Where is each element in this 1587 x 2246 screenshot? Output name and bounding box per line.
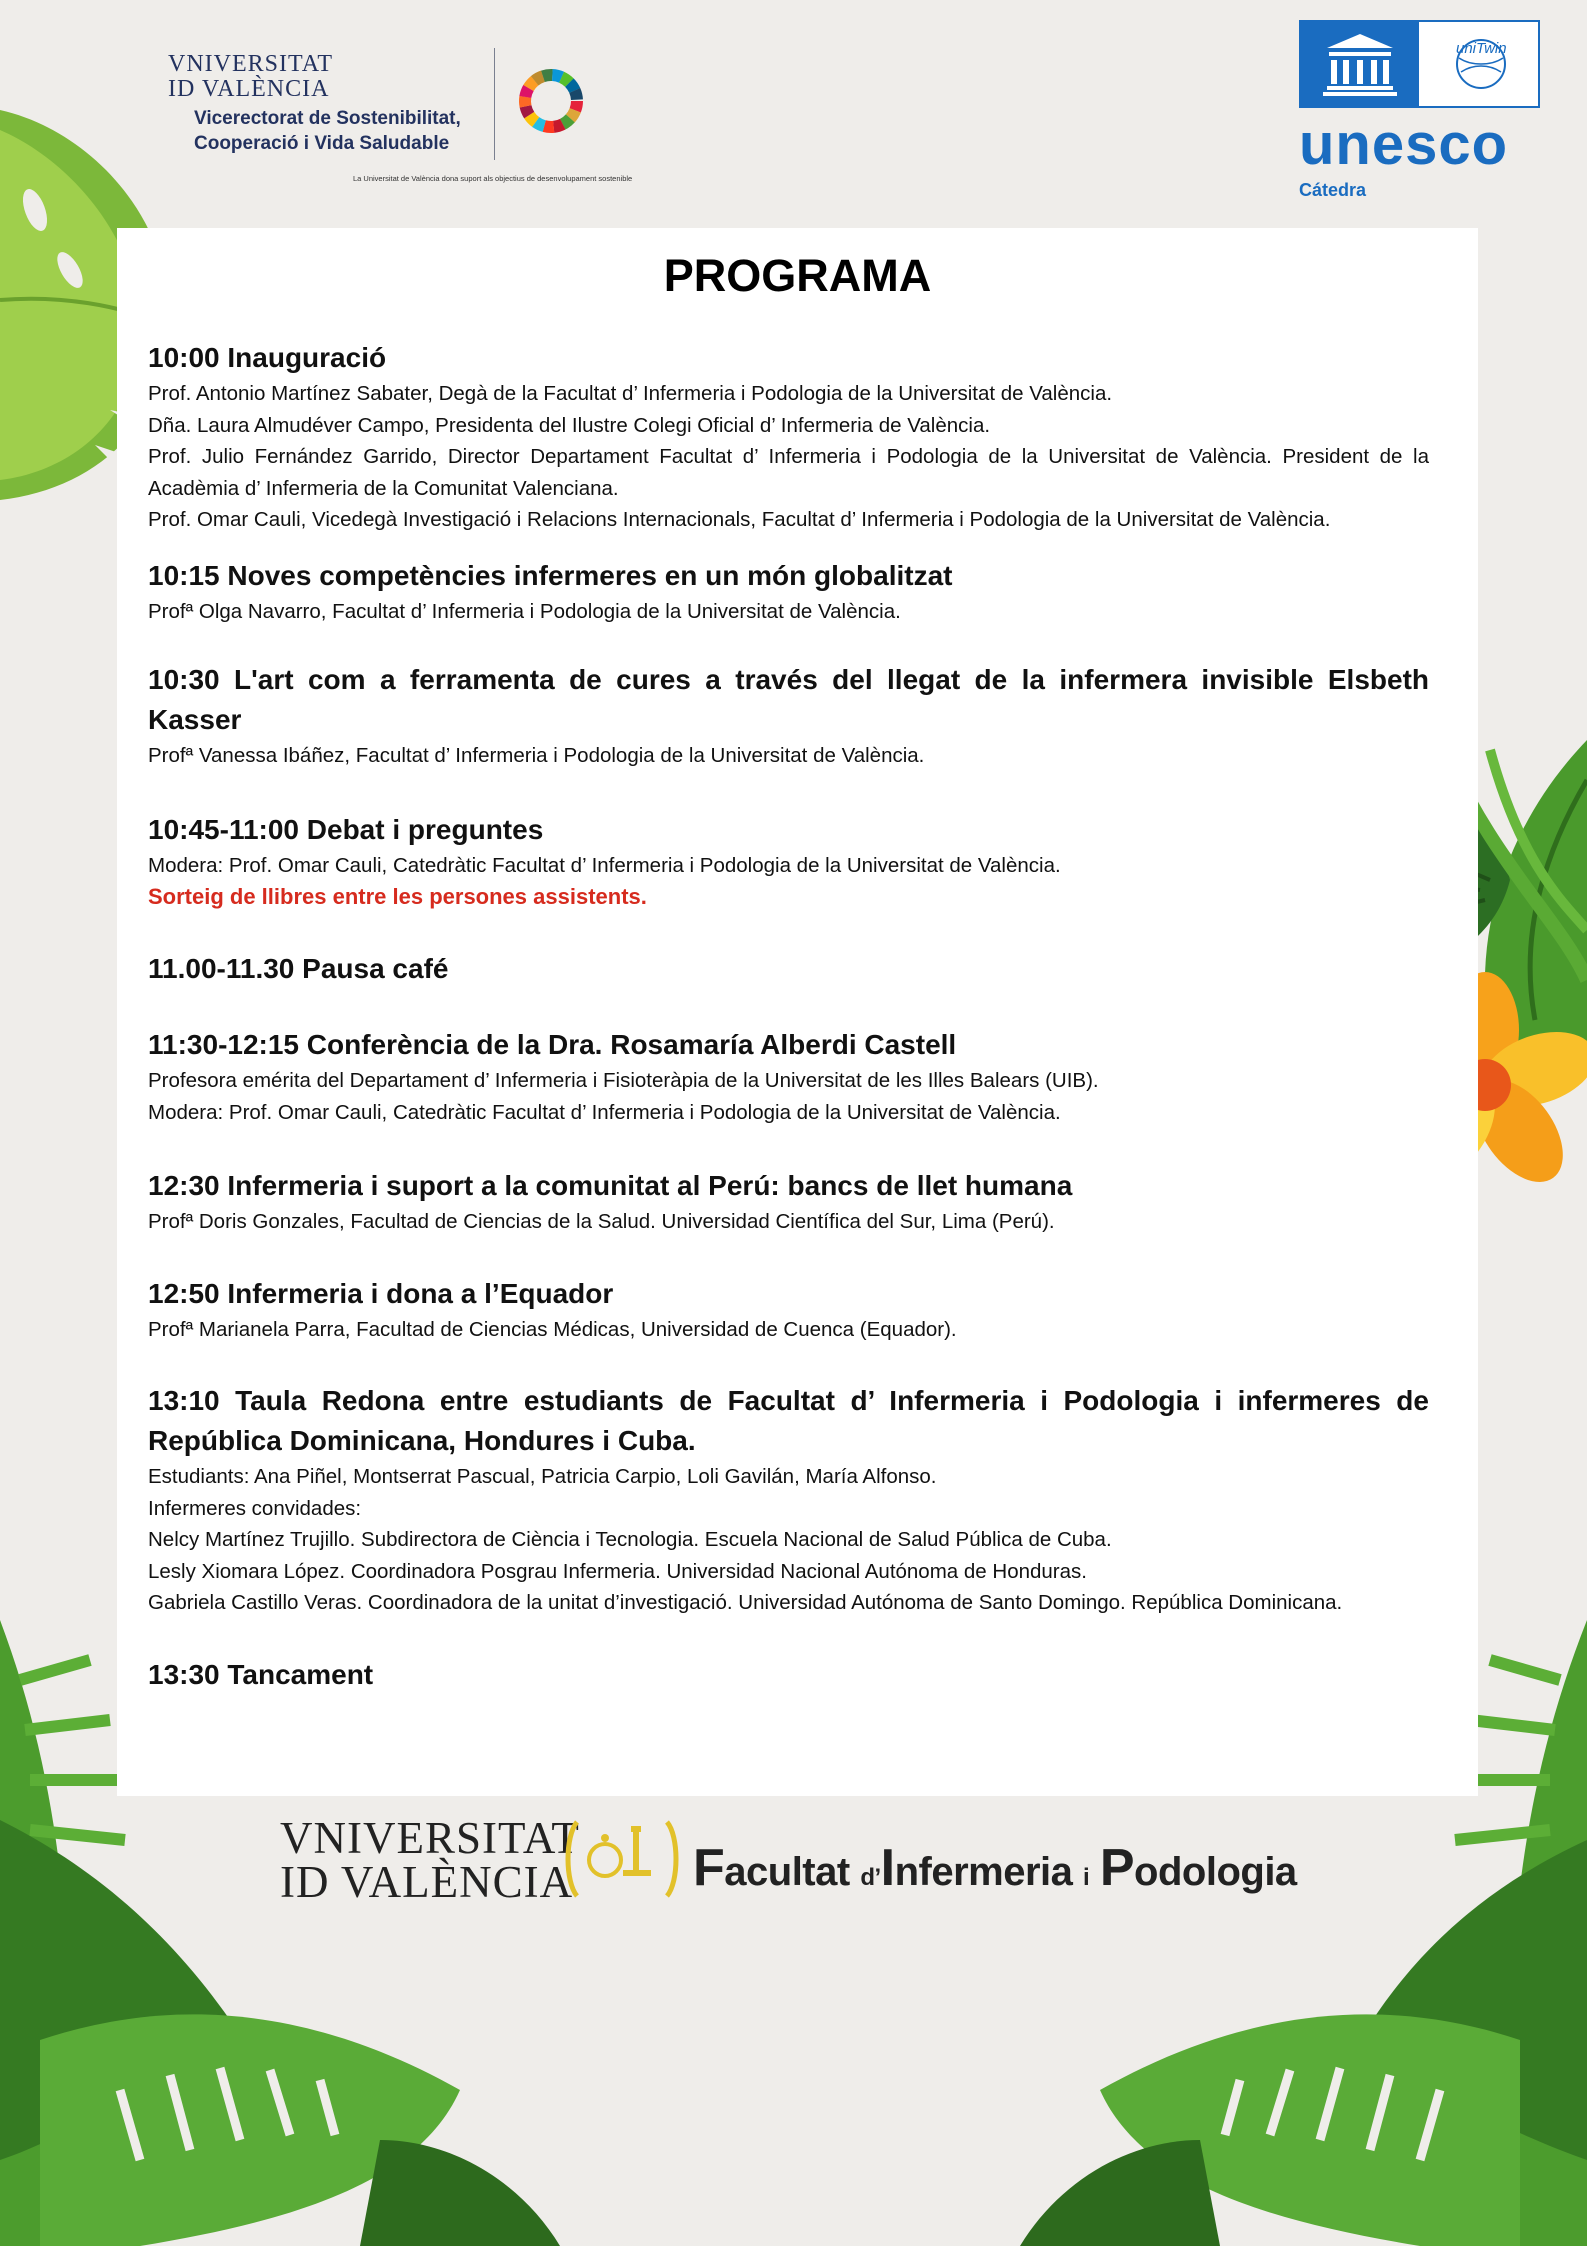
session-title: 12:50 Infermeria i dona a l’Equador — [148, 1277, 614, 1309]
unesco-wordmark: unesco — [1299, 112, 1509, 177]
speaker-line: Profª Vanessa Ibáñez, Facultat d’ Infermeria i Podologia de la Universitat de València. — [148, 744, 925, 767]
speaker-line: Infermeres convidades: — [148, 1496, 362, 1520]
fac-word-i: i — [1083, 1864, 1090, 1891]
speaker-line: Modera: Prof. Omar Cauli, Catedràtic Facultat d’ Infermeria i Podologia de la Universitat de València. — [148, 853, 1061, 877]
unesco-chair-logo — [1299, 20, 1540, 210]
session-conferencia — [148, 1025, 1429, 1128]
uv-wordmark — [168, 52, 333, 102]
session-taula-redona — [148, 1381, 1429, 1619]
unesco-temple-icon — [1301, 22, 1419, 106]
unesco-emblem-box — [1299, 20, 1540, 108]
fac-word-acultat: acultat — [724, 1850, 850, 1894]
vicerectorat-line2: Cooperació i Vida Saludable — [194, 133, 450, 154]
logo-divider — [494, 48, 495, 160]
unitwin-label: uniTwin — [1456, 40, 1507, 57]
sdg-wheel-icon — [516, 66, 586, 136]
raffle-notice: Sorteig de llibres entre les persones assistents. — [148, 884, 647, 909]
uv-wordmark-line2: ID VALÈNCIA — [168, 76, 330, 102]
speaker-line: Dña. Laura Almudéver Campo, Presidenta del Ilustre Colegi Oficial d’ Infermeria de València. — [148, 413, 991, 437]
session-inauguracio — [148, 338, 1429, 536]
footer-uv-line1: VNIVERSITAT — [280, 1813, 580, 1863]
session-title: 10:45-11:00 Debat i preguntes — [148, 813, 544, 845]
session-title: 10:00 Inauguració — [148, 342, 387, 373]
speaker-line: Modera: Prof. Omar Cauli, Catedràtic Facultat d’ Infermeria i Podologia de la Universitat de València. — [148, 1100, 1061, 1124]
session-title: 10:15 Noves competències infermeres en un món globalitzat — [148, 559, 953, 591]
session-equador — [148, 1274, 1429, 1346]
footer-uv-wordmark — [280, 1813, 580, 1907]
vicerectorat-line1: Vicerectorat de Sostenibilitat, — [194, 108, 461, 129]
fac-initial-i: I — [880, 1839, 895, 1897]
session-tancament — [148, 1655, 1429, 1695]
speaker-line: Nelcy Martínez Trujillo. Subdirectora de Ciència i Tecnologia. Escuela Nacional de Salud Pública de Cuba. — [148, 1528, 1112, 1551]
program-content — [148, 338, 1429, 1695]
session-pausa-cafe — [148, 949, 1429, 989]
session-title: 11.00-11.30 Pausa café — [148, 953, 449, 984]
session-debat — [148, 810, 1429, 914]
speaker-line: Profesora emérita del Departament d’ Infermeria i Fisioteràpia de la Universitat de les Illes Balears (UIB). — [148, 1069, 1099, 1092]
session-art-cures — [148, 660, 1429, 772]
speaker-line: Prof. Antonio Martínez Sabater, Degà de la Facultat d’ Infermeria i Podologia de la Universitat de València. — [148, 382, 1113, 405]
session-title: 12:30 Infermeria i suport a la comunitat al Perú: bancs de llet humana — [148, 1170, 1073, 1201]
speaker-line: Prof. Julio Fernández Garrido, Director Departament Facultat d’ Infermeria i Podologia de la Universitat de València. President de la Acadèmia d’ Infermeria de la Comunitat Valenciana. — [148, 445, 1429, 500]
unesco-temple-panel — [1301, 22, 1419, 106]
vicerectorat-name — [194, 106, 461, 156]
speaker-line: Gabriela Castillo Veras. Coordinadora de la unitat d’investigació. Universidad Autónoma de Santo Domingo. República Dominicana. — [148, 1591, 1343, 1614]
fac-word-nfermeria: nfermeria — [894, 1850, 1073, 1894]
session-title: 13:30 Tancament — [148, 1658, 374, 1690]
faculty-logo — [280, 1812, 1300, 1922]
session-noves-competencies — [148, 556, 1429, 628]
session-title: 13:10 Taula Redona entre estudiants de Facultat d’ Infermeria i Podologia i infermeres de República Dominicana, Hondures i Cuba. — [148, 1385, 1429, 1456]
speaker-line: Estudiants: Ana Piñel, Montserrat Pascual, Patricia Carpio, Loli Gavilán, María Alfonso. — [148, 1465, 937, 1488]
uv-vicerectorat-logo — [168, 48, 668, 188]
speaker-line: Profª Marianela Parra, Facultad de Ciencias Médicas, Universidad de Cuenca (Equador). — [148, 1317, 957, 1341]
uv-wordmark-line1: VNIVERSITAT — [168, 51, 334, 77]
speaker-line: Lesly Xiomara López. Coordinadora Posgrau Infermeria. Universidad Nacional Autónoma de Honduras. — [148, 1559, 1087, 1583]
program-panel — [117, 228, 1478, 1796]
speaker-line: Profª Doris Gonzales, Facultad de Ciencias de la Salud. Universidad Científica del Sur, Lima (Perú). — [148, 1210, 1055, 1233]
speaker-line: Profª Olga Navarro, Facultat d’ Infermeria i Podologia de la Universitat de València. — [148, 599, 901, 623]
faculty-emblem-icon — [563, 1816, 681, 1902]
fac-initial-p: P — [1099, 1839, 1135, 1897]
session-title: 10:30 L'art com a ferramenta de cures a través del llegat de la infermera invisible Elsbeth Kasser — [148, 664, 1429, 735]
catedra-label: Cátedra — [1299, 180, 1367, 200]
fac-word-d: d’ — [860, 1864, 881, 1891]
fac-initial-f: F — [693, 1839, 725, 1897]
faculty-name — [693, 1838, 1297, 1898]
session-peru — [148, 1166, 1429, 1238]
fac-word-odologia: odologia — [1134, 1850, 1297, 1894]
sdg-tagline: La Universitat de València dona suport als objectius de desenvolupament sostenible — [353, 174, 633, 183]
speaker-line: Prof. Omar Cauli, Vicedegà Investigació i Relacions Internacionals, Facultat d’ Infermeria i Podologia de la Universitat de València. — [148, 508, 1331, 531]
program-title: PROGRAMA — [663, 250, 932, 301]
footer-uv-line2: ID VALÈNCIA — [280, 1857, 574, 1907]
session-title: 11:30-12:15 Conferència de la Dra. Rosamaría Alberdi Castell — [148, 1029, 957, 1060]
